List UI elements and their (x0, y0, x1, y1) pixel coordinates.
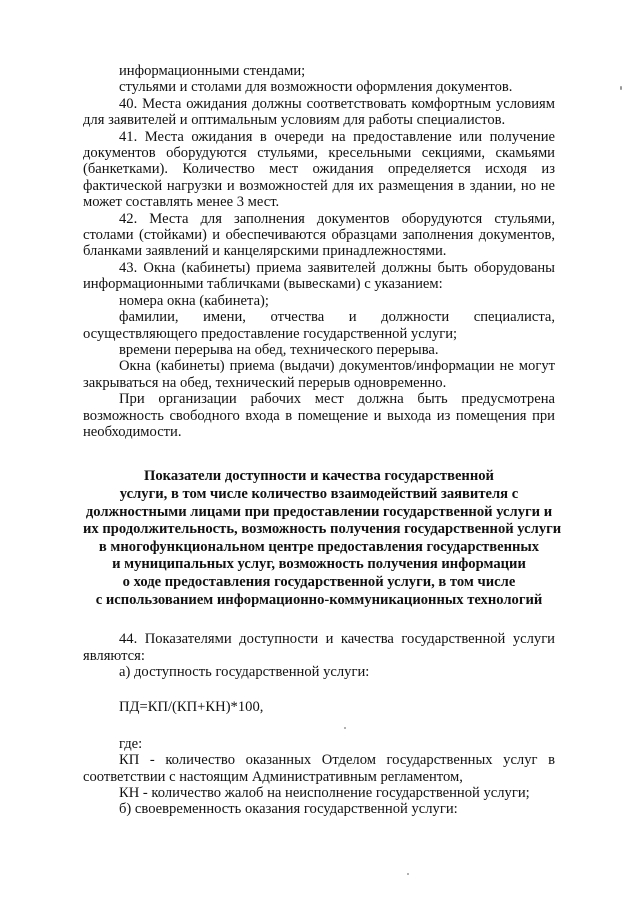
section-heading (83, 468, 562, 609)
heading-line: должностными лицами при предоставлении государственной услуги и (85, 503, 553, 520)
heading-line: о ходе предоставления государственной услуги, в том числе (122, 573, 516, 590)
document-body (83, 63, 562, 818)
heading-line: услуги, в том числе количество взаимодействий заявителя с (119, 485, 519, 502)
formula: ПД=КП/(КП+КН)*100, (119, 699, 264, 716)
where-label: где: (119, 735, 143, 752)
list-item-a: а) доступность государственной услуги: (119, 663, 370, 680)
paragraphs-top (83, 63, 555, 440)
definition-kn: КН - количество жалоб на неисполнение государственной услуги; (119, 784, 530, 801)
paragraph-44: 44. Показателями доступности и качества государственной услуги являются: (83, 631, 555, 664)
list-item: номера окна (кабинета); (119, 292, 269, 309)
paragraph: Окна (кабинеты) приема (выдачи) документов/информации не могут закрываться на обед, технический перерыв одновременно. (83, 358, 555, 391)
scan-speck (620, 86, 622, 90)
heading-line: в многофункциональном центре предоставления государственных (98, 538, 540, 555)
paragraph-42: 42. Места для заполнения документов оборудуются стульями, столами (стойками) и обеспечиваются образцами заполнения документов, бланками заявлений и канцелярскими принадлежностями. (83, 210, 555, 260)
paragraph-40: 40. Места ожидания должны соответствовать комфортным условиям для заявителей и оптимальным условиям для работы специалистов. (83, 95, 555, 129)
paragraph-43: 43. Окна (кабинеты) приема заявителей должны быть оборудованы информационными табличками (вывесками) с указанием: (83, 259, 555, 293)
paragraph: стульями и столами для возможности оформления документов. (119, 79, 513, 96)
paragraph-41: 41. Места ожидания в очереди на предоставление или получение документов оборудуются стульями, кресельными секциями, скамьями (банкетками). Количество мест ожидания определяется исходя из фактической нагрузки и возможностей для их размещения в здании, но не может составлять менее 3 мест. (83, 128, 555, 211)
heading-line: и муниципальных услуг, возможность получения информации (112, 556, 526, 573)
heading-line: их продолжительность, возможность получения государственной услуги (83, 521, 562, 538)
definition-kp: КП - количество оказанных Отделом государственных услуг в соответствии с настоящим Административным регламентом, (83, 752, 555, 785)
heading-line: Показатели доступности и качества государственной (144, 468, 494, 485)
paragraph: информационными стендами; (119, 63, 306, 79)
paragraph: При организации рабочих мест должна быть предусмотрена возможность свободного входа в помещение и выхода из помещения при необходимости. (83, 391, 555, 440)
list-item-b: б) своевременность оказания государственной услуги: (119, 801, 458, 818)
scan-speck (344, 727, 346, 729)
scan-speck (407, 873, 409, 875)
heading-line: с использованием информационно-коммуникационных технологий (95, 591, 543, 608)
list-item: фамилии, имени, отчества и должности специалиста, осуществляющего предоставление государственной услуги; (83, 309, 555, 342)
list-item: времени перерыва на обед, технического перерыва. (119, 341, 439, 358)
